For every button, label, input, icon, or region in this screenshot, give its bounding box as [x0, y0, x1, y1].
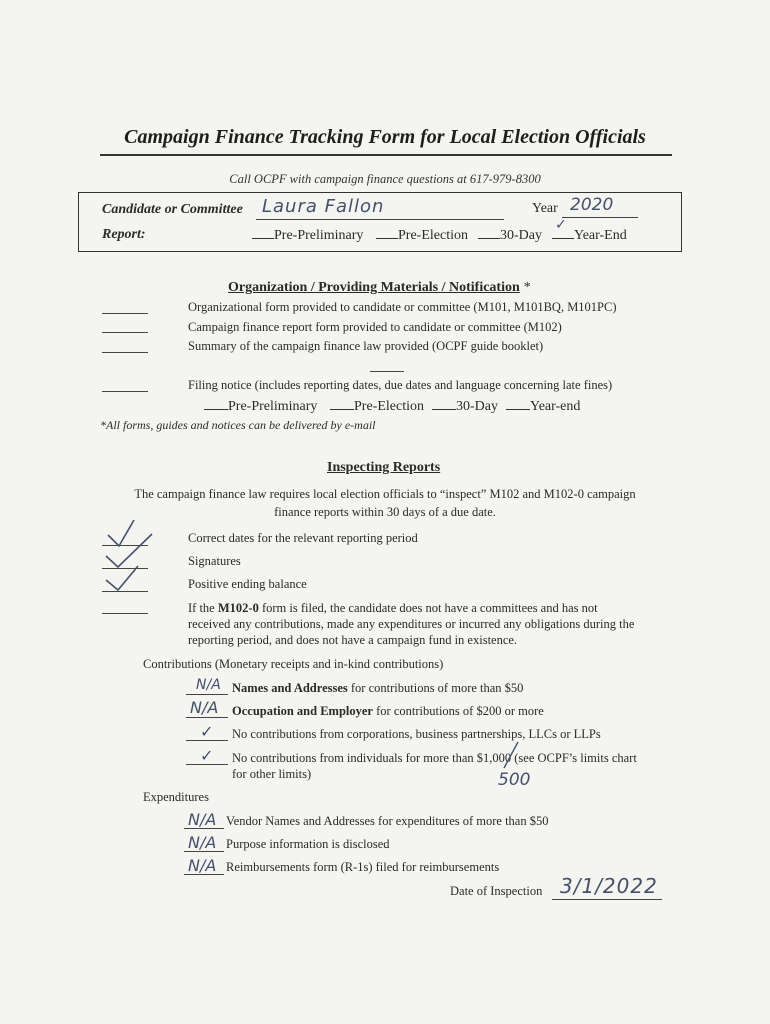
m102-line-2: received any contributions, made any expenditures or incurred any obligations during the: [188, 617, 635, 631]
filing-option-30-day[interactable]: 30-Day: [432, 398, 498, 415]
inspecting-intro-line-1: The campaign finance law requires local election officials to “inspect” M102 and M102-0 campaign: [134, 487, 636, 501]
filing-option-pre-preliminary[interactable]: Pre-Preliminary: [204, 398, 317, 415]
m102-line-3: reporting period, and does not have a campaign fund in existence.: [188, 633, 518, 647]
inspection-date-field[interactable]: 3/1/2022: [560, 874, 658, 898]
contrib-limits-line-2: for other limits): [232, 767, 312, 781]
year-field[interactable]: 2020: [570, 195, 614, 215]
contrib-occupation-mark: N/A: [190, 698, 219, 717]
footnote: *All forms, guides and notices can be delivered by e-mail: [100, 418, 376, 432]
check-signatures-text: Signatures: [188, 554, 241, 568]
year-end-check-mark: ✓: [555, 217, 567, 233]
m102-line-1: If the M102-0 form is filed, the candidate does not have a committees and has not: [188, 601, 598, 615]
contrib-individuals-text: No contributions from individuals for more than $1,000 (see OCPF’s limits chart: [232, 751, 637, 765]
exp-purpose-mark: N/A: [188, 833, 217, 852]
inspecting-intro-line-2: finance reports within 30 days of a due date.: [274, 505, 496, 519]
report-option-pre-preliminary[interactable]: Pre-Preliminary: [252, 227, 363, 244]
contrib-corporations-mark: ✓: [200, 722, 214, 741]
filing-option-pre-election[interactable]: Pre-Election: [330, 398, 424, 415]
org-item-1-text: Organizational form provided to candidate or committee (M101, M101BQ, M101PC): [188, 300, 617, 314]
page-subtitle: Call OCPF with campaign finance questions at 617-979-8300: [229, 172, 541, 186]
contrib-names-mark: N/A: [196, 677, 221, 693]
filing-option-year-end[interactable]: Year-end: [506, 398, 580, 415]
expenditures-label: Expenditures: [143, 790, 209, 804]
candidate-label: Candidate or Committee: [102, 202, 243, 217]
contrib-names-text: Names and Addresses for contributions of more than $50: [232, 681, 524, 695]
page-title: Campaign Finance Tracking Form for Local Election Officials: [124, 126, 646, 148]
exp-vendor-text: Vendor Names and Addresses for expenditures of more than $50: [226, 814, 549, 828]
contrib-corporations-text: No contributions from corporations, business partnerships, LLCs or LLPs: [232, 727, 601, 741]
organization-heading: Organization / Providing Materials / Notification *: [228, 280, 531, 295]
contrib-occupation-text: Occupation and Employer for contributions of $200 or more: [232, 704, 544, 718]
check-dates-text: Correct dates for the relevant reporting period: [188, 531, 418, 545]
contributions-label: Contributions (Monetary receipts and in-kind contributions): [143, 657, 444, 671]
report-option-year-end[interactable]: Year-End: [552, 227, 627, 244]
contrib-slash-mark: [504, 742, 518, 768]
report-option-30-day[interactable]: 30-Day: [478, 227, 542, 244]
exp-reimburse-text: Reimbursements form (R-1s) filed for reimbursements: [226, 860, 500, 874]
candidate-field[interactable]: Laura Fallon: [262, 196, 385, 217]
inspecting-heading: Inspecting Reports: [327, 460, 441, 475]
check-balance-text: Positive ending balance: [188, 577, 307, 591]
filing-notice-text: Filing notice (includes reporting dates, due dates and language concerning late fines): [188, 378, 613, 392]
exp-purpose-text: Purpose information is disclosed: [226, 837, 390, 851]
report-option-pre-election[interactable]: Pre-Election: [376, 227, 468, 244]
org-item-3-text: Summary of the campaign finance law provided (OCPF guide booklet): [188, 339, 544, 353]
check-balance-mark: [106, 566, 138, 590]
contrib-individuals-mark: ✓: [200, 746, 214, 765]
report-label: Report:: [102, 227, 146, 242]
inspection-date-label: Date of Inspection: [450, 884, 543, 898]
exp-reimburse-mark: N/A: [188, 856, 217, 875]
exp-vendor-mark: N/A: [188, 810, 217, 829]
year-label: Year: [532, 201, 558, 216]
org-item-2-text: Campaign finance report form provided to candidate or committee (M102): [188, 320, 562, 334]
check-dates-mark: [108, 520, 134, 546]
handwritten-limit-amount: 500: [498, 770, 531, 790]
